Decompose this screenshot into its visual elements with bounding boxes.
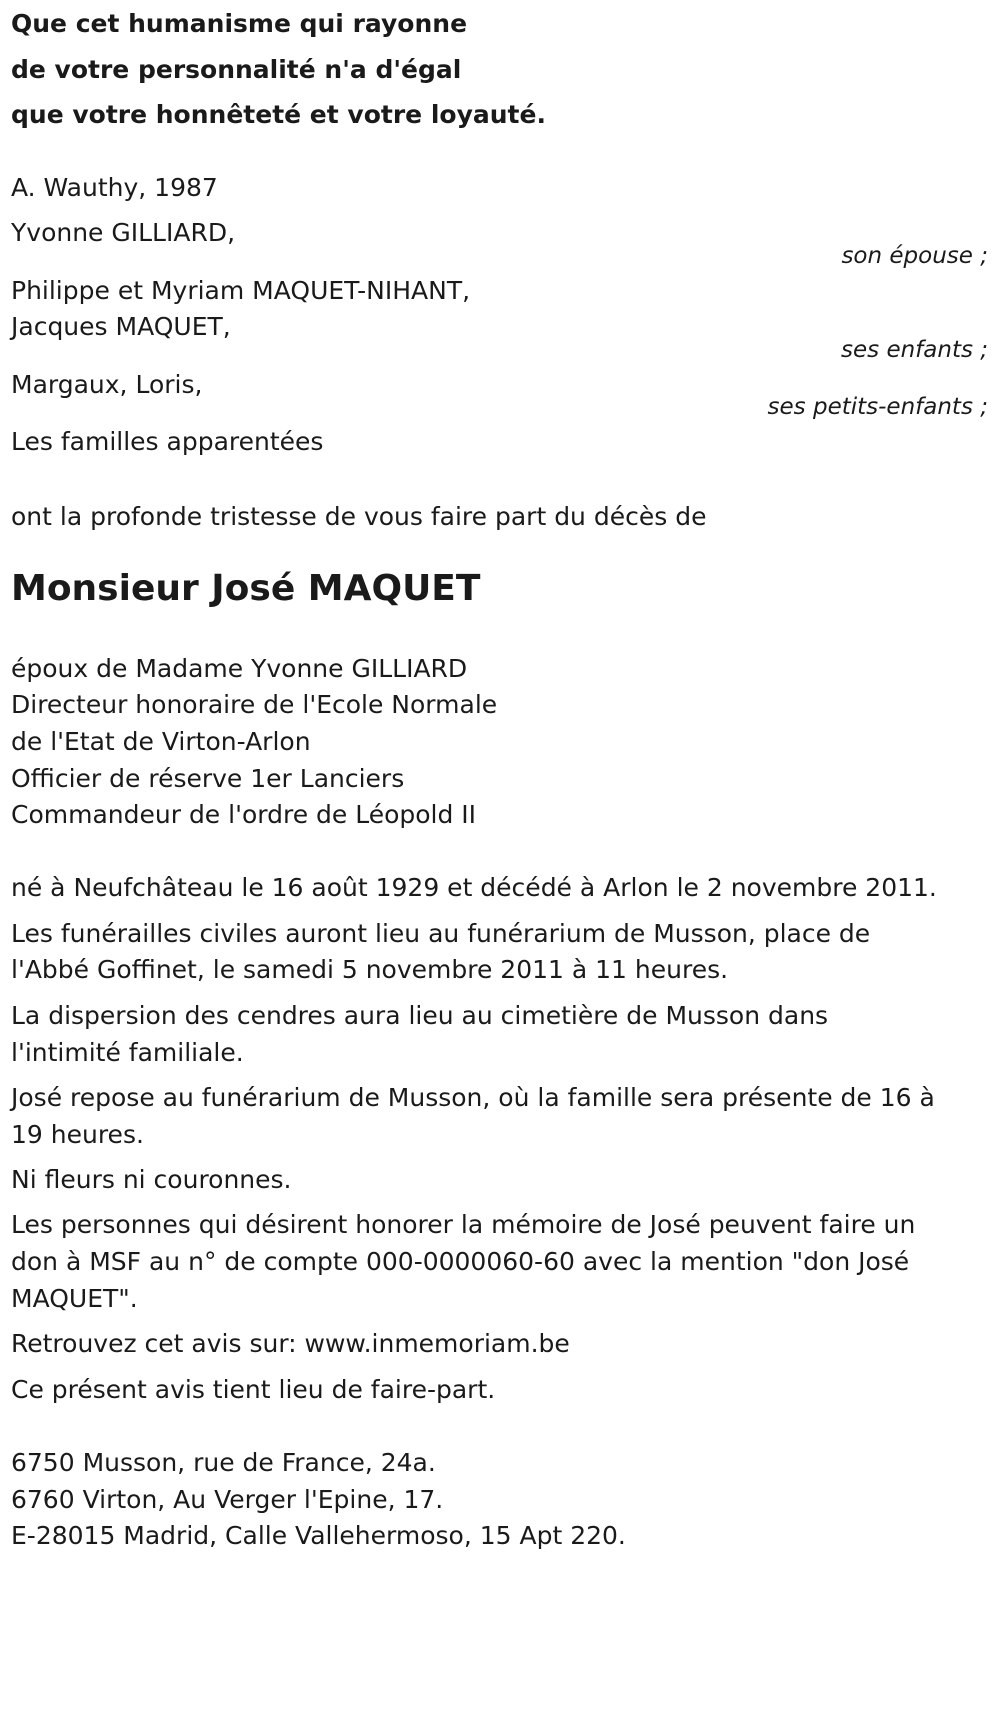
spouse-name: Yvonne GILLIARD, xyxy=(11,218,236,247)
title-line: époux de Madame Yvonne GILLIARD xyxy=(11,654,468,683)
quote-author: A. Wauthy, 1987 xyxy=(11,173,218,202)
quote-line: que votre honnêteté et votre loyauté. xyxy=(11,100,546,129)
quote-line: de votre personnalité n'a d'égal xyxy=(11,55,462,84)
title-line: de l'Etat de Virton-Arlon xyxy=(11,727,311,756)
funeral-info: Les funérailles civiles auront lieu au funérarium de Musson, place de xyxy=(11,919,871,948)
grandchildren-role: ses petits-enfants ; xyxy=(767,394,988,420)
dispersion-info: l'intimité familiale. xyxy=(11,1038,244,1067)
repose-info: José repose au funérarium de Musson, où la famille sera présente de 16 à xyxy=(11,1083,935,1112)
website-info: Retrouvez cet avis sur: www.inmemoriam.be xyxy=(11,1329,570,1358)
funeral-info: l'Abbé Goffinet, le samedi 5 novembre 2011 à 11 heures. xyxy=(11,955,729,984)
deceased-name: Monsieur José MAQUET xyxy=(11,568,481,609)
children-role: ses enfants ; xyxy=(841,337,988,363)
spouse-role: son épouse ; xyxy=(841,243,988,269)
title-line: Officier de réserve 1er Lanciers xyxy=(11,764,405,793)
birth-death: né à Neufchâteau le 16 août 1929 et décédé à Arlon le 2 novembre 2011. xyxy=(11,873,937,902)
address-line: 6760 Virton, Au Verger l'Epine, 17. xyxy=(11,1485,444,1514)
flowers-info: Ni fleurs ni couronnes. xyxy=(11,1165,292,1194)
announcement: ont la profonde tristesse de vous faire part du décès de xyxy=(11,502,707,531)
dispersion-info: La dispersion des cendres aura lieu au cimetière de Musson dans xyxy=(11,1001,829,1030)
grandchildren-names: Margaux, Loris, xyxy=(11,370,203,399)
address-line: 6750 Musson, rue de France, 24a. xyxy=(11,1448,436,1477)
relatives: Les familles apparentées xyxy=(11,427,324,456)
title-line: Directeur honoraire de l'Ecole Normale xyxy=(11,690,498,719)
address-line: E-28015 Madrid, Calle Vallehermoso, 15 Apt 220. xyxy=(11,1521,626,1550)
quote-line: Que cet humanisme qui rayonne xyxy=(11,9,468,38)
donation-info: Les personnes qui désirent honorer la mémoire de José peuvent faire un xyxy=(11,1210,916,1239)
donation-info: don à MSF au n° de compte 000-0000060-60 avec la mention "don José xyxy=(11,1247,910,1276)
repose-info: 19 heures. xyxy=(11,1120,144,1149)
donation-info: MAQUET". xyxy=(11,1284,138,1313)
title-line: Commandeur de l'ordre de Léopold II xyxy=(11,800,477,829)
notice-info: Ce présent avis tient lieu de faire-part. xyxy=(11,1375,496,1404)
children-names: Jacques MAQUET, xyxy=(11,312,231,341)
children-names: Philippe et Myriam MAQUET-NIHANT, xyxy=(11,276,471,305)
